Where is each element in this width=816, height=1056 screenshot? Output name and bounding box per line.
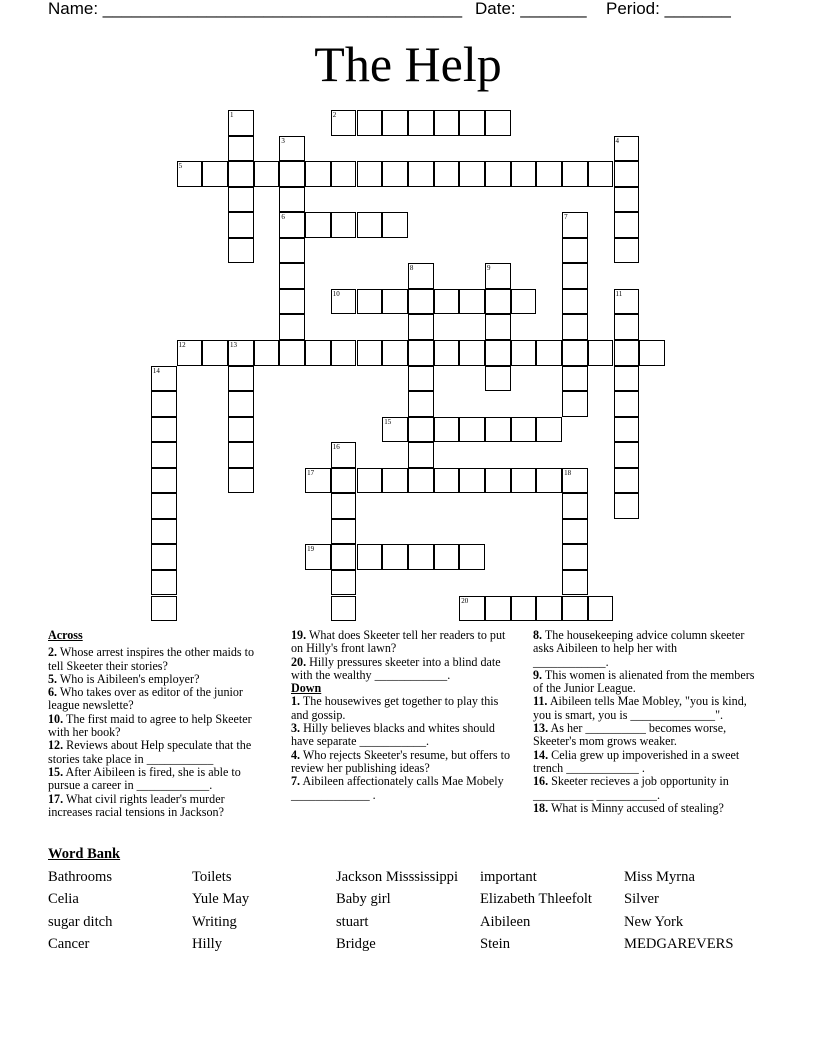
word-bank-item: Writing xyxy=(192,914,237,930)
crossword-cell[interactable] xyxy=(228,161,254,187)
crossword-cell[interactable] xyxy=(408,544,434,570)
crossword-cell[interactable] xyxy=(562,340,588,366)
word-bank-item: Stein xyxy=(480,936,510,952)
clue-across-12: 12. Reviews about Help speculate that the stories take place in ___________ xyxy=(48,738,252,766)
crossword-cell[interactable] xyxy=(562,493,588,519)
crossword-cell[interactable] xyxy=(228,110,254,136)
crossword-cell[interactable] xyxy=(228,136,254,162)
crossword-cell[interactable] xyxy=(151,570,177,596)
crossword-cell[interactable] xyxy=(382,161,408,187)
crossword-cell[interactable] xyxy=(614,417,640,443)
crossword-cell[interactable] xyxy=(357,212,383,238)
crossword-cell[interactable] xyxy=(485,596,511,622)
crossword-cell[interactable] xyxy=(408,314,434,340)
crossword-cell[interactable] xyxy=(485,366,511,392)
clue-across-20: 20. Hilly pressures skeeter into a blind date with the wealthy ____________. xyxy=(291,654,501,682)
crossword-cell[interactable] xyxy=(434,417,460,443)
clue-across-10: 10. The first maid to agree to help Skeeter with her book? xyxy=(48,711,252,740)
crossword-cell[interactable] xyxy=(357,110,383,136)
crossword-cell[interactable] xyxy=(434,161,460,187)
across-heading: Across xyxy=(48,628,83,642)
clue-number: 4 xyxy=(615,136,619,145)
clue-number: 14 xyxy=(152,366,160,375)
word-bank-item: New York xyxy=(624,914,684,930)
clues-column-1 xyxy=(48,629,270,819)
crossword-cell[interactable] xyxy=(614,442,640,468)
crossword-cell[interactable] xyxy=(614,187,640,213)
crossword-cell[interactable] xyxy=(536,417,562,443)
crossword-cell[interactable] xyxy=(562,314,588,340)
crossword-cell[interactable] xyxy=(228,442,254,468)
crossword-cell[interactable] xyxy=(536,596,562,622)
clue-across-19: 19. What does Skeeter tell her readers to put on Hilly's front lawn? xyxy=(291,628,506,656)
crossword-cell[interactable] xyxy=(408,110,434,136)
crossword-cell[interactable] xyxy=(562,391,588,417)
crossword-cell[interactable] xyxy=(331,161,357,187)
down-heading: Down xyxy=(291,681,322,696)
crossword-cell[interactable] xyxy=(614,391,640,417)
crossword-cell[interactable] xyxy=(562,161,588,187)
crossword-cell[interactable] xyxy=(485,417,511,443)
crossword-cell[interactable] xyxy=(614,136,640,162)
crossword-cell[interactable] xyxy=(151,596,177,622)
crossword-cell[interactable] xyxy=(562,238,588,264)
word-bank-item: Miss Myrna xyxy=(624,869,695,885)
word-bank-item: sugar ditch xyxy=(48,914,113,930)
crossword-cell[interactable] xyxy=(305,468,331,494)
crossword-cell[interactable] xyxy=(202,340,228,366)
crossword-cell[interactable] xyxy=(562,519,588,545)
crossword-cell[interactable] xyxy=(151,417,177,443)
clue-number: 15 xyxy=(384,417,392,426)
crossword-cell[interactable] xyxy=(536,468,562,494)
crossword-cell[interactable] xyxy=(305,161,331,187)
crossword-cell[interactable] xyxy=(562,289,588,315)
crossword-cell[interactable] xyxy=(562,212,588,238)
word-bank-item: Toilets xyxy=(192,869,232,885)
crossword-cell[interactable] xyxy=(562,366,588,392)
crossword-cell[interactable] xyxy=(485,468,511,494)
clue-number: 6 xyxy=(281,213,285,222)
crossword-cell[interactable] xyxy=(151,366,177,392)
clue-down-3: 3. Hilly believes blacks and whites should have separate ___________. xyxy=(291,721,495,749)
crossword-cell[interactable] xyxy=(331,570,357,596)
crossword-cell[interactable] xyxy=(279,187,305,213)
word-bank-item: Silver xyxy=(624,891,659,907)
crossword-cell[interactable] xyxy=(511,417,537,443)
crossword-cell[interactable] xyxy=(485,110,511,136)
crossword-cell[interactable] xyxy=(485,314,511,340)
word-bank-item: Bathrooms xyxy=(48,869,113,885)
name-field[interactable]: Name: ______________________________________ xyxy=(48,0,463,18)
word-bank-title: Word Bank xyxy=(48,846,121,862)
crossword-cell[interactable] xyxy=(331,110,357,136)
crossword-cell[interactable] xyxy=(228,212,254,238)
date-field[interactable]: Date: _______ xyxy=(475,0,587,18)
crossword-cell[interactable] xyxy=(151,442,177,468)
clue-across-17: 17. What civil rights leader's murder increases racial tensions in Jackson? xyxy=(48,791,225,819)
crossword-cell[interactable] xyxy=(434,468,460,494)
clue-across-6: 6. Who takes over as editor of the junior league newslette? xyxy=(48,685,243,713)
crossword-cell[interactable] xyxy=(254,161,280,187)
crossword-cell[interactable] xyxy=(536,340,562,366)
clue-across-2: 2. Whose arrest inspires the other maids to tell Skeeter their stories? xyxy=(48,645,255,673)
crossword-cell[interactable] xyxy=(357,161,383,187)
clues-column-2 xyxy=(291,629,513,802)
crossword-cell[interactable] xyxy=(408,340,434,366)
word-bank-item: Cancer xyxy=(48,936,90,952)
crossword-cell[interactable] xyxy=(511,340,537,366)
clue-down-11: 11. Aibileen tells Mae Mobley, "you is kind, you is smart, you is ______________". xyxy=(533,694,747,722)
clue-down-18: 18. What is Minny accused of stealing? xyxy=(533,800,724,815)
clue-down-9: 9. This women is alienated from the members of the Junior League. xyxy=(533,667,755,696)
crossword-cell[interactable] xyxy=(614,314,640,340)
clue-number: 3 xyxy=(281,136,285,145)
crossword-cell[interactable] xyxy=(459,340,485,366)
crossword-cell[interactable] xyxy=(279,289,305,315)
crossword-cell[interactable] xyxy=(151,544,177,570)
crossword-cell[interactable] xyxy=(305,340,331,366)
crossword-cell[interactable] xyxy=(357,544,383,570)
crossword-cell[interactable] xyxy=(434,289,460,315)
clue-number: 8 xyxy=(409,264,414,273)
crossword-cell[interactable] xyxy=(459,417,485,443)
crossword-cell[interactable] xyxy=(228,187,254,213)
crossword-cell[interactable] xyxy=(511,161,537,187)
clue-number: 7 xyxy=(564,213,568,222)
clue-number: 10 xyxy=(332,289,340,298)
crossword-cell[interactable] xyxy=(177,340,203,366)
crossword-cell[interactable] xyxy=(434,340,460,366)
crossword-cell[interactable] xyxy=(279,238,305,264)
clue-down-14: 14. Celia grew up impoverished in a sweet trench ____________ . xyxy=(533,747,740,775)
page-title: The Help xyxy=(314,36,502,92)
crossword-cell[interactable] xyxy=(228,391,254,417)
crossword-cell[interactable] xyxy=(459,289,485,315)
clue-number: 2 xyxy=(332,111,337,119)
clue-number: 11 xyxy=(615,289,623,298)
word-bank-item: stuart xyxy=(336,914,369,930)
crossword-cell[interactable] xyxy=(382,212,408,238)
word-bank-item: Yule May xyxy=(192,891,250,907)
clues-column-3 xyxy=(533,629,755,815)
crossword-cell[interactable] xyxy=(382,340,408,366)
crossword-cell[interactable] xyxy=(588,340,614,366)
clue-number: 19 xyxy=(307,545,315,554)
clue-number: 5 xyxy=(178,162,183,171)
word-bank-item: Jackson Misssissippi xyxy=(336,869,459,885)
clue-number: 9 xyxy=(487,264,491,273)
crossword-cell[interactable] xyxy=(614,366,640,392)
clue-number: 1 xyxy=(230,111,234,119)
crossword-cell[interactable] xyxy=(459,468,485,494)
clue-across-5: 5. Who is Aibileen's employer? xyxy=(48,671,200,686)
crossword-cell[interactable] xyxy=(459,544,485,570)
crossword-cell[interactable] xyxy=(382,289,408,315)
crossword-cell[interactable] xyxy=(485,263,511,289)
crossword-cell[interactable] xyxy=(588,161,614,187)
crossword-cell[interactable] xyxy=(614,161,640,187)
word-bank-item: Baby girl xyxy=(336,891,391,907)
crossword-cell[interactable] xyxy=(357,340,383,366)
clue-number: 20 xyxy=(461,596,469,605)
crossword-cell[interactable] xyxy=(408,366,434,392)
crossword-cell[interactable] xyxy=(614,289,640,315)
crossword-cell[interactable] xyxy=(562,544,588,570)
crossword-cell[interactable] xyxy=(639,340,665,366)
crossword-cell[interactable] xyxy=(279,263,305,289)
crossword-cell[interactable] xyxy=(485,289,511,315)
crossword-cell[interactable] xyxy=(151,519,177,545)
crossword-cell[interactable] xyxy=(408,161,434,187)
crossword-cell[interactable] xyxy=(279,212,305,238)
crossword-cell[interactable] xyxy=(459,596,485,622)
crossword-cell[interactable] xyxy=(382,417,408,443)
crossword-cell[interactable] xyxy=(614,238,640,264)
crossword-cell[interactable] xyxy=(614,493,640,519)
crossword-cell[interactable] xyxy=(279,340,305,366)
crossword-cell[interactable] xyxy=(202,161,228,187)
clue-number: 17 xyxy=(307,468,315,477)
crossword-cell[interactable] xyxy=(459,161,485,187)
crossword-cell[interactable] xyxy=(357,468,383,494)
crossword-cell[interactable] xyxy=(331,519,357,545)
word-bank-item: Aibileen xyxy=(480,914,531,930)
crossword-cell[interactable] xyxy=(279,314,305,340)
crossword-cell[interactable] xyxy=(408,263,434,289)
crossword-cell[interactable] xyxy=(511,596,537,622)
word-bank-item: MEDGAREVERS xyxy=(624,936,734,952)
clue-across-15: 15. After Aibileen is fired, she is able to pursue a career in ____________. xyxy=(48,764,241,793)
crossword-cell[interactable] xyxy=(228,366,254,392)
crossword-cell[interactable] xyxy=(408,417,434,443)
crossword-cell[interactable] xyxy=(408,442,434,468)
crossword-cell[interactable] xyxy=(279,136,305,162)
crossword-cell[interactable] xyxy=(254,340,280,366)
clue-number: 12 xyxy=(178,341,186,349)
clue-down-7: 7. Aibileen affectionately calls Mae Mobely _____________ . xyxy=(291,774,504,802)
crossword-cell[interactable] xyxy=(408,289,434,315)
crossword-cell[interactable] xyxy=(357,289,383,315)
crossword-cell[interactable] xyxy=(331,340,357,366)
crossword-cell[interactable] xyxy=(305,212,331,238)
crossword-cell[interactable] xyxy=(511,289,537,315)
clue-number: 18 xyxy=(564,468,572,477)
crossword-cell[interactable] xyxy=(562,263,588,289)
clue-number: 13 xyxy=(230,341,237,349)
crossword-cell[interactable] xyxy=(151,468,177,494)
crossword-cell[interactable] xyxy=(562,596,588,622)
crossword-cell[interactable] xyxy=(382,468,408,494)
crossword-cell[interactable] xyxy=(331,596,357,622)
clue-down-13: 13. As her __________ becomes worse, Skeeter's mom grows weaker. xyxy=(533,721,727,749)
crossword-cell[interactable] xyxy=(485,161,511,187)
crossword-cell[interactable] xyxy=(434,544,460,570)
crossword-cell[interactable] xyxy=(279,161,305,187)
crossword-cell[interactable] xyxy=(305,544,331,570)
crossword-cell[interactable] xyxy=(331,493,357,519)
crossword-cell[interactable] xyxy=(331,289,357,315)
crossword-cell[interactable] xyxy=(228,238,254,264)
crossword-cell[interactable] xyxy=(382,110,408,136)
crossword-cell[interactable] xyxy=(485,340,511,366)
crossword-cell[interactable] xyxy=(228,417,254,443)
crossword-cell[interactable] xyxy=(331,468,357,494)
period-field[interactable]: Period: _______ xyxy=(606,0,731,18)
crossword-cell[interactable] xyxy=(228,468,254,494)
crossword-cell[interactable] xyxy=(408,468,434,494)
crossword-cell[interactable] xyxy=(434,110,460,136)
clue-down-16: 16. Skeeter recieves a job opportunity in __________ __________. xyxy=(533,774,729,802)
word-bank-item: important xyxy=(480,869,537,885)
crossword-cell[interactable] xyxy=(151,493,177,519)
crossword-cell[interactable] xyxy=(177,161,203,187)
clue-number: 16 xyxy=(332,443,340,452)
crossword-cell[interactable] xyxy=(408,391,434,417)
clue-down-8: 8. The housekeeping advice column skeeter asks Aibileen to help her with ____________. xyxy=(533,628,745,669)
crossword-cell[interactable] xyxy=(511,468,537,494)
crossword-cell[interactable] xyxy=(614,340,640,366)
crossword-cell[interactable] xyxy=(614,212,640,238)
crossword-cell[interactable] xyxy=(562,468,588,494)
word-bank-item: Celia xyxy=(48,891,79,907)
crossword-cell[interactable] xyxy=(331,544,357,570)
word-bank-item: Hilly xyxy=(192,936,222,952)
clue-down-4: 4. Who rejects Skeeter's resume, but offers to review her publishing ideas? xyxy=(291,747,511,775)
clue-down-1: 1. The housewives get together to play this and gossip. xyxy=(291,694,499,722)
crossword-cell[interactable] xyxy=(382,544,408,570)
crossword-cell[interactable] xyxy=(331,212,357,238)
word-bank-item: Bridge xyxy=(336,936,376,952)
crossword-cell[interactable] xyxy=(228,340,254,366)
word-bank-item: Elizabeth Thleefolt xyxy=(480,891,592,907)
crossword-cell[interactable] xyxy=(536,161,562,187)
crossword-cell[interactable] xyxy=(614,468,640,494)
crossword-cell[interactable] xyxy=(459,110,485,136)
crossword-cell[interactable] xyxy=(151,391,177,417)
crossword-cell[interactable] xyxy=(331,442,357,468)
crossword-cell[interactable] xyxy=(588,596,614,622)
crossword-cell[interactable] xyxy=(562,570,588,596)
